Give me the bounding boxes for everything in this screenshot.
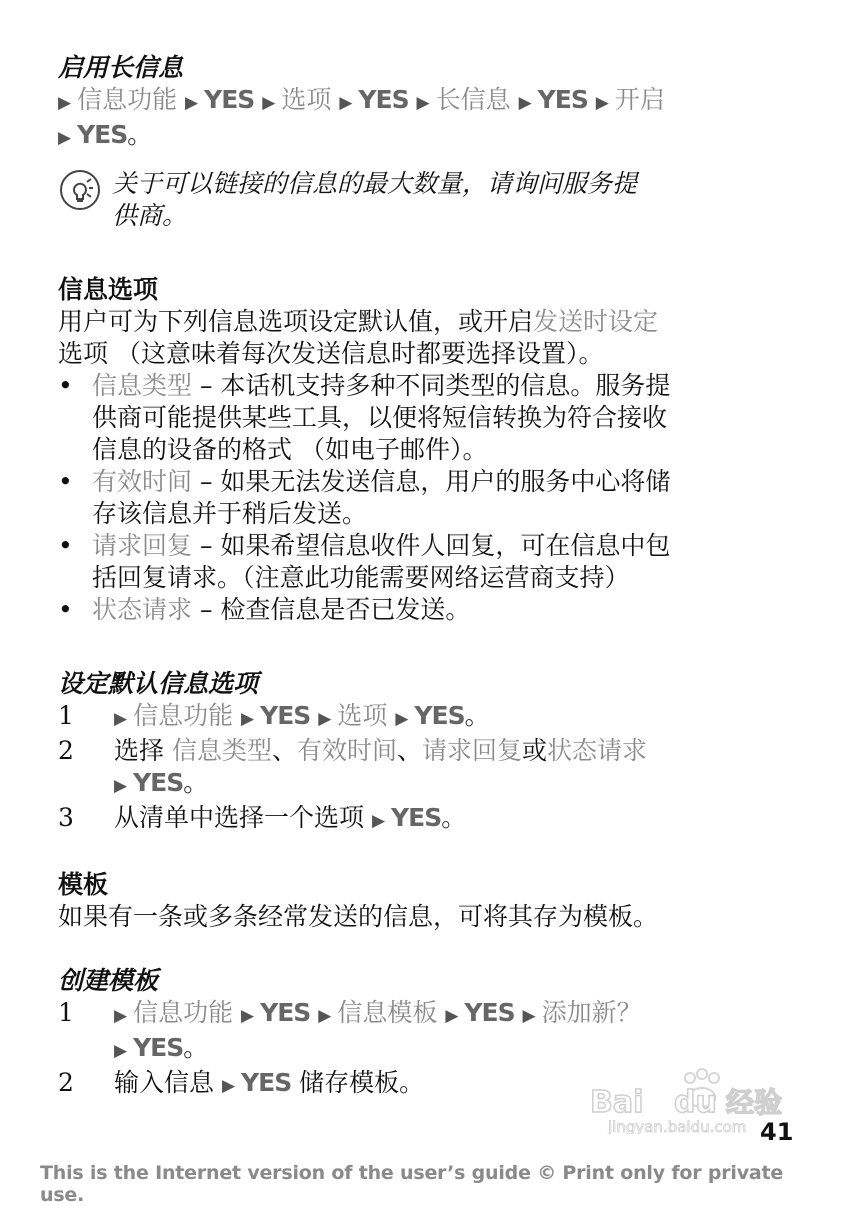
manual-page [58,52,788,1102]
arrow-icon: ▶ [58,128,72,148]
step-item: 2 选择 信息类型、有效时间、请求回复或状态请求 ▶ YES。 [58,736,648,797]
section-title-templates: 模板 [58,870,109,899]
step-item: 1 ▶ 信息功能 ▶ YES ▶ 选项 ▶ YES。 [58,701,490,730]
list-item: • 状态请求 – 检查信息是否已发送。 [58,595,471,624]
section-title-message-options: 信息选项 [58,275,159,304]
arrow-icon: ▶ [371,811,386,831]
step-item: 1 ▶ 信息功能 ▶ YES ▶ 信息模板 ▶ YES ▶ 添加新？ ▶ YES。 [58,998,642,1062]
arrow-icon: ▶ [262,93,276,113]
arrow-icon: ▶ [58,93,72,113]
arrow-icon: ▶ [318,1006,332,1026]
arrow-icon: ▶ [185,93,199,113]
svg-text:du: du [674,1085,717,1120]
arrow-icon: ▶ [114,776,128,796]
list-item: • 有效时间 – 如果无法发送信息，用户的服务中心将储 存该信息并于稍后发送。 [58,467,671,528]
section-title-default-options: 设定默认信息选项 [58,669,259,698]
long-message-path: ▶ 信息功能 ▶ YES ▶ 选项 ▶ YES ▶ 长信息 ▶ YES ▶ 开启 ▶ YES。 [58,85,665,149]
arrow-icon: ▶ [395,709,409,729]
arrow-icon: ▶ [114,709,128,729]
arrow-icon: ▶ [241,1006,255,1026]
arrow-icon: ▶ [595,93,609,113]
lightbulb-tip-icon [58,168,102,212]
arrow-icon: ▶ [221,1076,236,1096]
list-item: • 请求回复 – 如果希望信息收件人回复，可在信息中包 括回复请求。（注意此功能需要网络运营商支持） [58,531,671,592]
arrow-icon: ▶ [318,709,332,729]
svg-text:jingyan.baidu.com: jingyan.baidu.com [608,1118,747,1134]
svg-text:Bai: Bai [590,1085,644,1120]
tip-note: 关于可以链接的信息的最大数量，请询问服务提 供商。 [58,168,788,232]
step-item: 3 从清单中选择一个选项 ▶ YES。 [58,803,467,832]
page-number: 41 [760,1118,794,1146]
arrow-icon: ▶ [522,1006,536,1026]
list-item: • 信息类型 – 本话机支持多种不同类型的信息。服务提 供商可能提供某些工具，以便将短信转换为符合接收 信息的设备的格式 （如电子邮件）。 [58,371,671,464]
footer-notice: This is the Internet version of the user’s guide © Print only for private use. [40,1162,784,1206]
arrow-icon: ▶ [518,93,532,113]
message-options-intro: 用户可为下列信息选项设定默认值，或开启发送时设定 选项 （这意味着每次发送信息时都要选择设置）。 [58,307,659,368]
templates-text: 如果有一条或多条经常发送的信息，可将其存为模板。 [58,902,659,931]
arrow-icon: ▶ [339,93,353,113]
section-title-long-message: 启用长信息 [58,53,184,82]
arrow-icon: ▶ [241,709,255,729]
svg-text:经验: 经验 [726,1086,783,1119]
arrow-icon: ▶ [114,1041,128,1061]
section-title-create-template: 创建模板 [58,966,159,995]
step-item: 2 输入信息 ▶ YES 储存模板。 [58,1068,425,1097]
arrow-icon: ▶ [445,1006,459,1026]
arrow-icon: ▶ [114,1006,128,1026]
arrow-icon: ▶ [416,93,430,113]
